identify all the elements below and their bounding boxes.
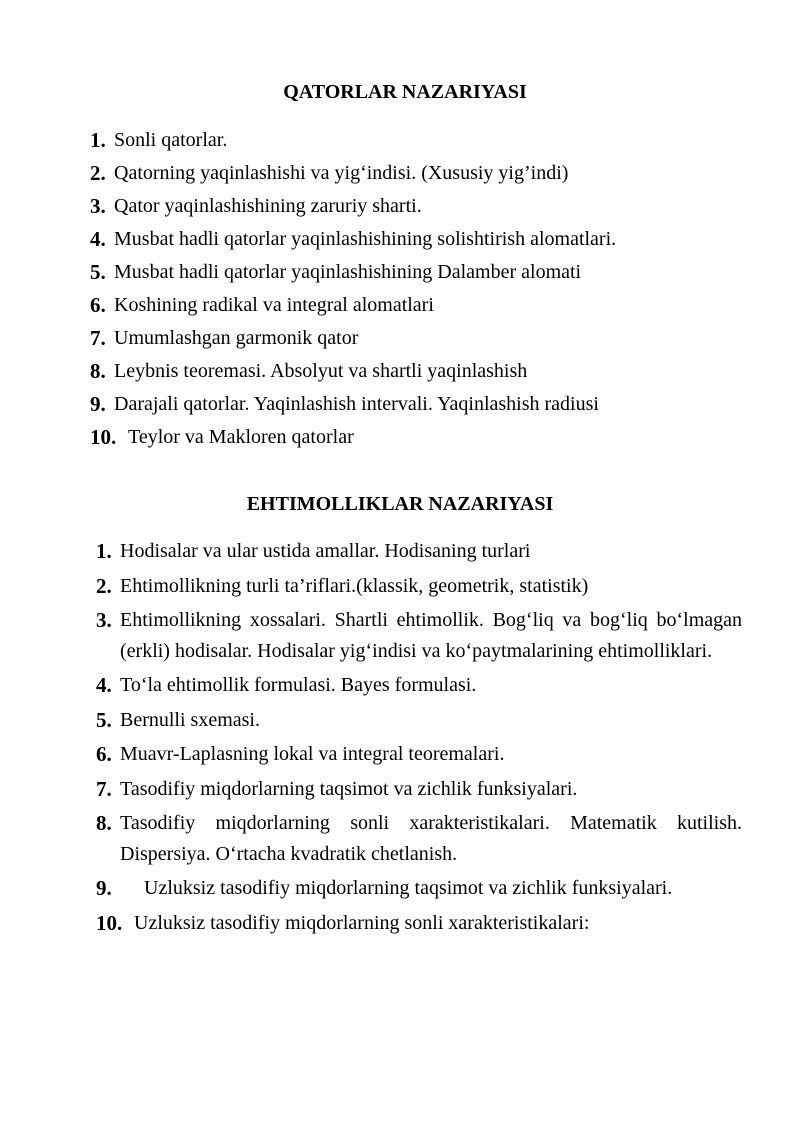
item-number: 7. — [90, 326, 106, 350]
item-text: Umumlashgan garmonik qator — [114, 327, 359, 349]
item-text: Teylor va Makloren qatorlar — [128, 426, 354, 448]
item-number: 9. — [96, 876, 112, 900]
item-number: 10. — [96, 910, 123, 935]
item-number: 5. — [96, 707, 112, 732]
item-text: Ehtimollikning xossalari. Shartli ehtimollik. Bog‘liq va bog‘liq bo‘lmagan (erkli) hodisalar. Hodisalar yig‘indisi va ko‘paytmalarining ehtimolliklari. — [120, 609, 742, 662]
list-item — [90, 124, 750, 157]
item-number: 3. — [96, 608, 112, 632]
list-item — [96, 808, 742, 869]
list-item — [96, 873, 742, 904]
item-number: 2. — [90, 161, 106, 185]
item-number: 7. — [96, 776, 112, 801]
section-title-probability-theory: EHTIMOLLIKLAR NAZARIYASI — [246, 493, 554, 515]
item-text: Ehtimollikning turli ta’riflari.(klassik, geometrik, statistik) — [120, 574, 589, 597]
list-item — [90, 355, 750, 388]
list-item — [96, 605, 742, 666]
item-number: 6. — [90, 293, 106, 317]
item-text: Musbat hadli qatorlar yaqinlashishining Dalamber alomati — [114, 261, 582, 283]
item-text: Hodisalar va ular ustida amallar. Hodisaning turlari — [120, 540, 531, 562]
item-text: Sonli qatorlar. — [114, 129, 228, 151]
item-text: Uzluksiz tasodifiy miqdorlarning taqsimot va zichlik funksiyalari. — [144, 877, 673, 899]
list-item — [90, 388, 750, 421]
item-number: 2. — [96, 573, 112, 598]
item-number: 1. — [96, 539, 112, 563]
list-item — [96, 571, 742, 602]
item-number: 6. — [96, 742, 112, 766]
item-text: Qatorning yaqinlashishi va yig‘indisi. (Xususiy yig’indi) — [114, 162, 569, 184]
list-item — [90, 190, 750, 223]
list-item — [90, 157, 750, 190]
section-title-series-theory: QATORLAR NAZARIYASI — [283, 81, 527, 103]
item-number: 8. — [90, 359, 106, 383]
list-item — [90, 421, 750, 454]
list-item — [90, 322, 750, 355]
probability-topics-list — [96, 536, 742, 942]
item-number: 9. — [90, 392, 106, 416]
item-text: Bernulli sxemasi. — [120, 708, 260, 731]
item-number: 1. — [90, 128, 106, 152]
item-text: Musbat hadli qatorlar yaqinlashishining solishtirish alomatlari. — [114, 228, 617, 250]
list-item — [96, 670, 742, 701]
item-number: 10. — [90, 425, 117, 449]
list-item — [96, 705, 742, 736]
item-number: 8. — [96, 811, 112, 835]
item-text: To‘la ehtimollik formulasi. Bayes formulasi. — [120, 674, 477, 696]
list-item — [90, 289, 750, 322]
list-item — [96, 774, 742, 805]
item-text: Tasodifiy miqdorlarning taqsimot va zichlik funksiyalari. — [120, 777, 578, 800]
series-topics-list — [90, 124, 750, 454]
item-text: Leybnis teoremasi. Absolyut va shartli yaqinlashish — [114, 360, 528, 382]
item-number: 3. — [90, 194, 106, 218]
list-item — [90, 256, 750, 289]
item-text: Muavr-Laplasning lokal va integral teoremalari. — [120, 743, 505, 765]
item-text: Darajali qatorlar. Yaqinlashish intervali. Yaqinlashish radiusi — [114, 393, 599, 415]
list-item — [96, 536, 742, 567]
item-number: 4. — [96, 673, 112, 697]
list-item — [90, 223, 750, 256]
item-text: Tasodifiy miqdorlarning sonli xarakteristikalari. Matematik kutilish. Dispersiya. O‘rtacha kvadratik chetlanish. — [120, 812, 742, 865]
item-number: 5. — [90, 260, 106, 284]
item-text: Qator yaqinlashishining zaruriy sharti. — [114, 195, 422, 217]
list-item — [96, 908, 742, 939]
item-number: 4. — [90, 227, 106, 251]
item-text: Koshining radikal va integral alomatlari — [114, 294, 434, 316]
list-item — [96, 739, 742, 770]
item-text: Uzluksiz tasodifiy miqdorlarning sonli xarakteristikalari: — [134, 911, 590, 934]
